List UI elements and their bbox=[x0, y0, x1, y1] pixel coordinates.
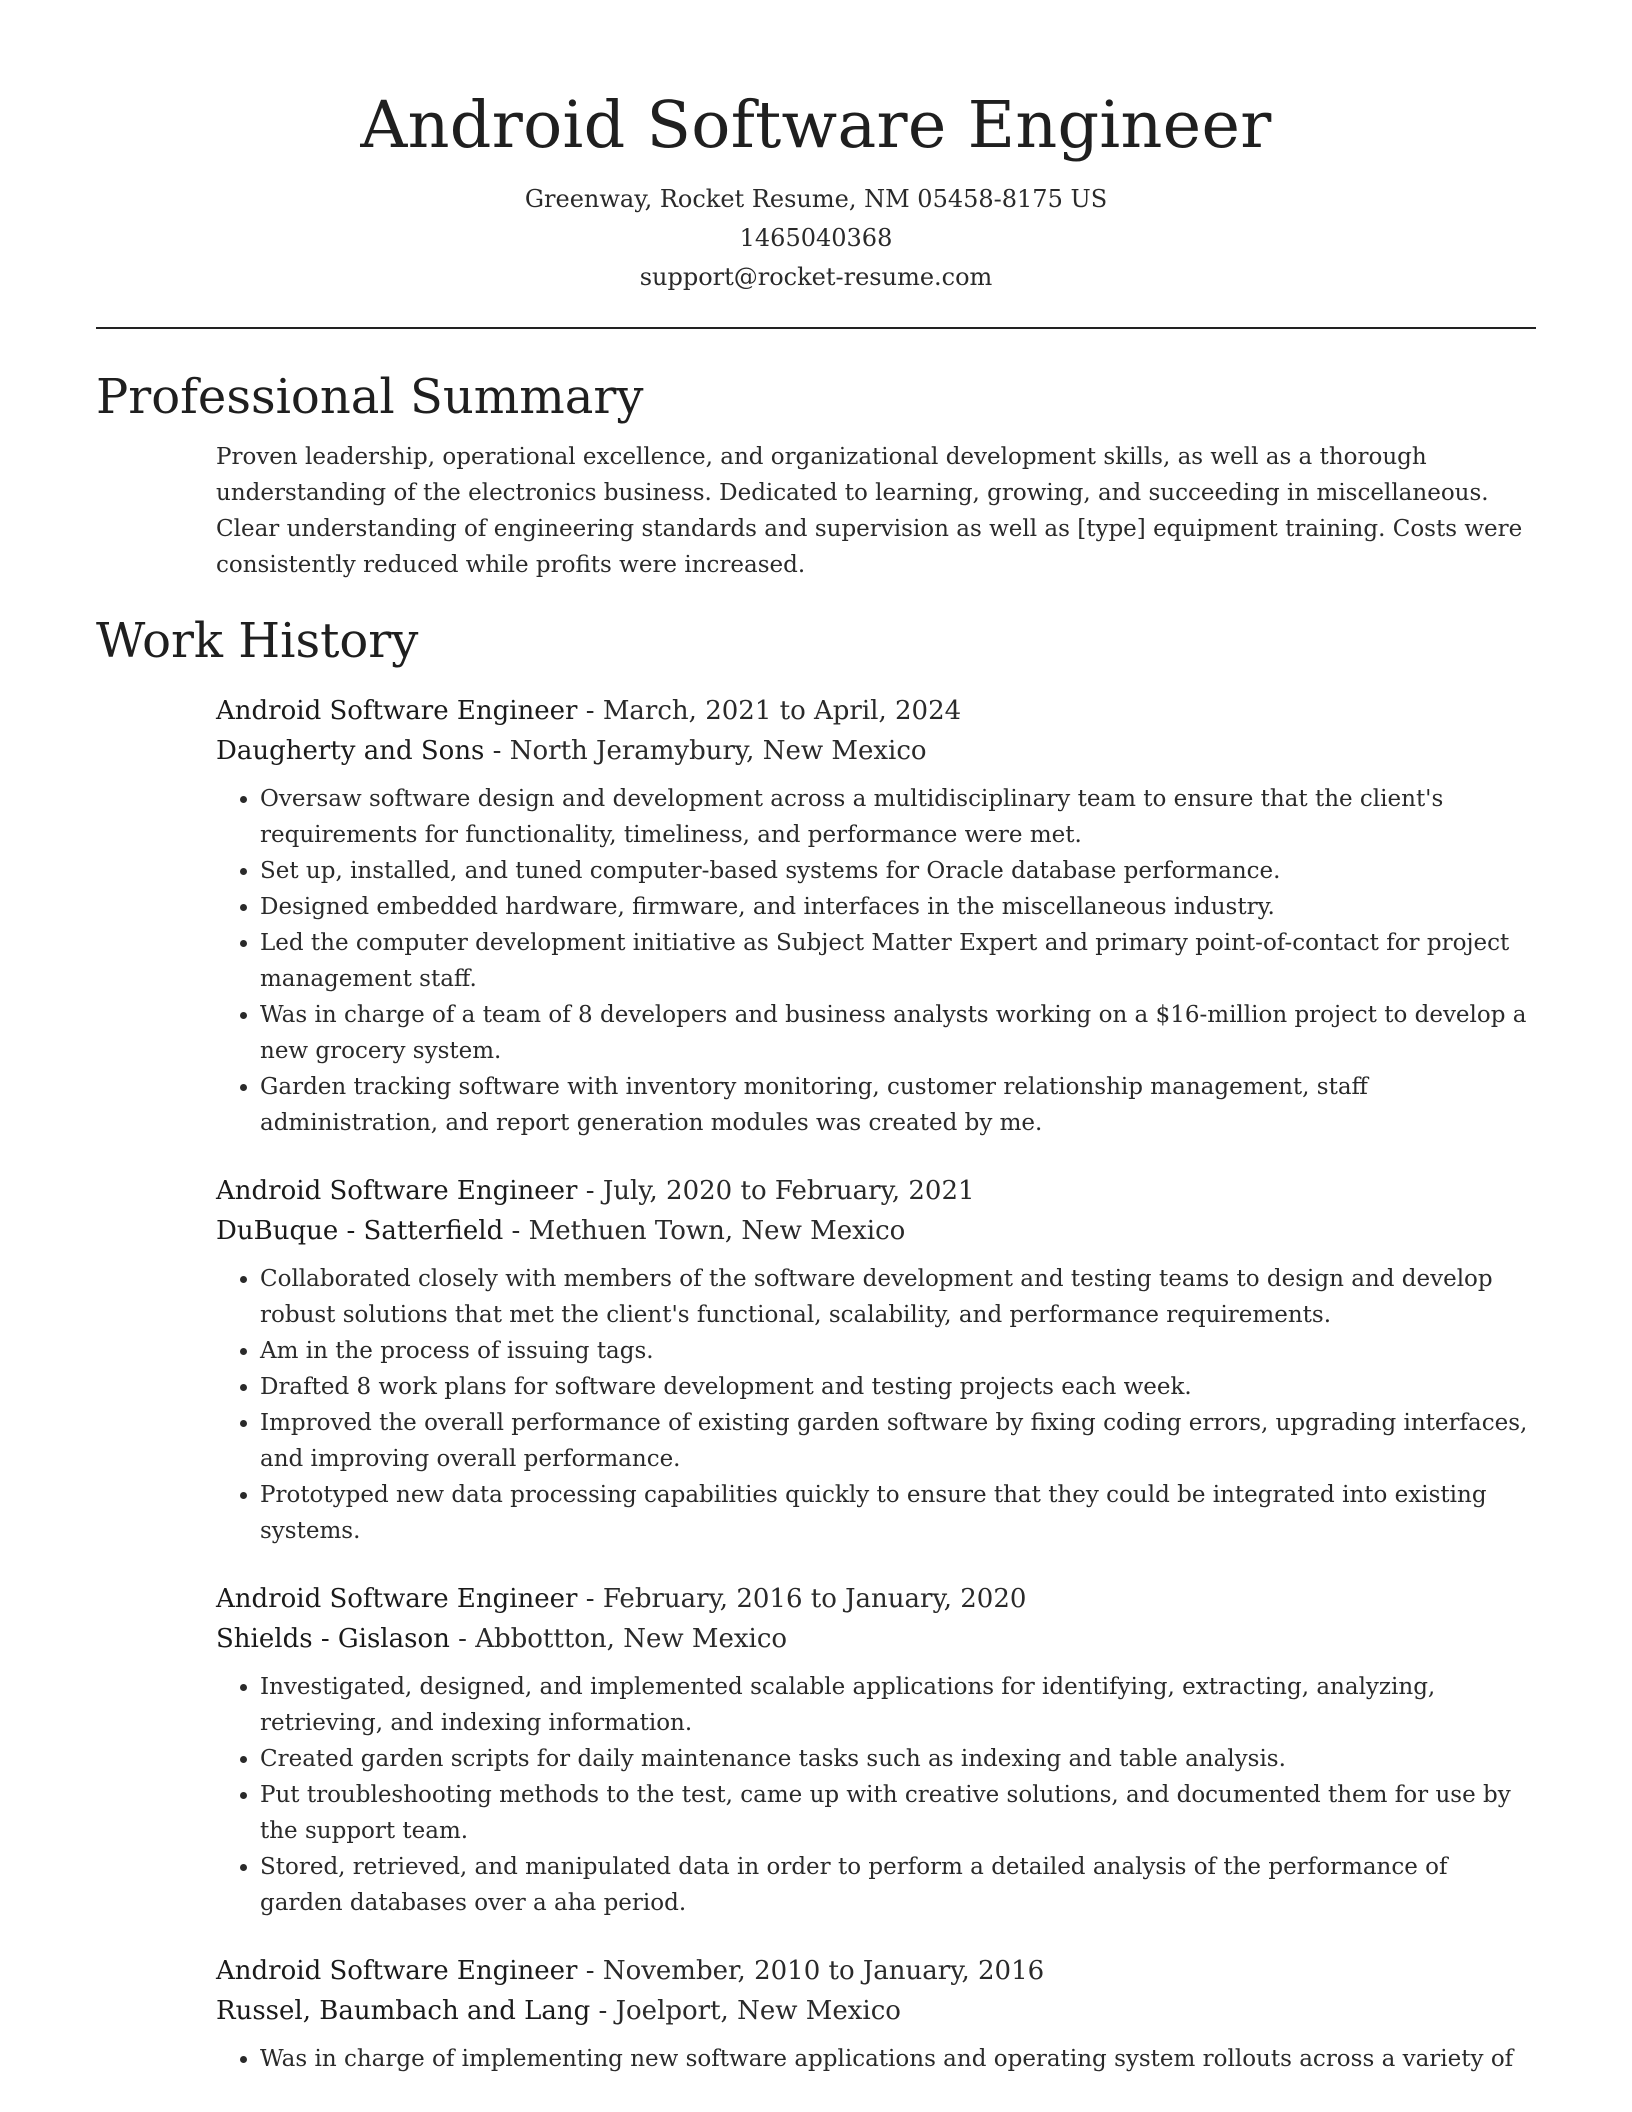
job-bullet: • Drafted 8 work plans for software development and testing projects each week. bbox=[260, 1369, 1536, 1405]
job-bullet: • Oversaw software design and development across a multidisciplinary team to ensure that the client's requirements for functionality, timeliness, and performance were met. bbox=[260, 781, 1536, 853]
job-entry bbox=[216, 691, 1536, 1141]
job-bullet-list bbox=[216, 781, 1536, 1141]
header-divider bbox=[96, 327, 1536, 329]
job-bullet: • Improved the overall performance of existing garden software by fixing coding errors, upgrading interfaces, and improving overall performance. bbox=[260, 1405, 1536, 1477]
job-entry bbox=[216, 1579, 1536, 1921]
work-history-list bbox=[216, 691, 1536, 2077]
job-bullet: • Set up, installed, and tuned computer-based systems for Oracle database performance. bbox=[260, 853, 1536, 889]
job-dates: February, 2016 to January, 2020 bbox=[602, 1584, 1027, 1614]
job-bullet-list bbox=[216, 2041, 1536, 2077]
job-title: Android Software Engineer bbox=[216, 696, 578, 726]
job-company: DuBuque - Satterfield bbox=[216, 1216, 504, 1246]
job-bullet: • Created garden scripts for daily maintenance tasks such as indexing and table analysis. bbox=[260, 1741, 1536, 1777]
job-dates: July, 2020 to February, 2021 bbox=[602, 1176, 975, 1206]
job-bullet: • Designed embedded hardware, firmware, and interfaces in the miscellaneous industry. bbox=[260, 889, 1536, 925]
job-bullet-list bbox=[216, 1261, 1536, 1549]
job-entry bbox=[216, 1171, 1536, 1549]
job-bullet: • Led the computer development initiative as Subject Matter Expert and primary point-of-contact for project management staff. bbox=[260, 925, 1536, 997]
job-title-line: Android Software Engineer - July, 2020 to February, 2021 bbox=[216, 1176, 975, 1206]
summary-section-body bbox=[216, 439, 1536, 583]
job-company-line: Daugherty and Sons - North Jeramybury, New Mexico bbox=[216, 736, 927, 766]
job-location: Abbottton, New Mexico bbox=[475, 1624, 788, 1654]
job-bullet: • Am in the process of issuing tags. bbox=[260, 1333, 1536, 1369]
job-bullet-list bbox=[216, 1669, 1536, 1921]
job-title-line: Android Software Engineer - February, 2016 to January, 2020 bbox=[216, 1584, 1027, 1614]
job-bullet: • Prototyped new data processing capabilities quickly to ensure that they could be integrated into existing systems. bbox=[260, 1477, 1536, 1549]
candidate-name: Android Software Engineer bbox=[360, 88, 1272, 163]
job-bullet: • Investigated, designed, and implemented scalable applications for identifying, extracting, analyzing, retrieving, and indexing information. bbox=[260, 1669, 1536, 1741]
job-title: Android Software Engineer bbox=[216, 1176, 578, 1206]
job-company-line: Shields - Gislason - Abbottton, New Mexico bbox=[216, 1624, 788, 1654]
summary-text: Proven leadership, operational excellence, and organizational development skills, as well as a thorough understanding of the electronics business. Dedicated to learning, growing, and succeeding in miscellaneous. Clear understanding of engineering standards and supervision as well as [type] equipment training. Costs were consistently reduced while profits were increased. bbox=[216, 444, 1523, 578]
summary-section-title: Professional Summary bbox=[96, 369, 644, 425]
contact-block bbox=[96, 180, 1536, 297]
contact-email: support@rocket-resume.com bbox=[639, 263, 993, 291]
job-company-line: Russel, Baumbach and Lang - Joelport, New Mexico bbox=[216, 1996, 901, 2026]
job-location: Methuen Town, New Mexico bbox=[528, 1216, 906, 1246]
job-bullet: • Collaborated closely with members of the software development and testing teams to design and develop robust solutions that met the client's functional, scalability, and performance requirements. bbox=[260, 1261, 1536, 1333]
job-bullet: • Garden tracking software with inventory monitoring, customer relationship management, staff administration, and report generation modules was created by me. bbox=[260, 1069, 1536, 1141]
job-bullet: • Was in charge of a team of 8 developers and business analysts working on a $16-million project to develop a new grocery system. bbox=[260, 997, 1536, 1069]
job-location: Joelport, New Mexico bbox=[615, 1996, 901, 2026]
job-company: Shields - Gislason bbox=[216, 1624, 450, 1654]
job-company: Daugherty and Sons bbox=[216, 736, 485, 766]
job-title-line: Android Software Engineer - March, 2021 to April, 2024 bbox=[216, 696, 962, 726]
contact-phone: 1465040368 bbox=[739, 224, 893, 252]
job-dates: March, 2021 to April, 2024 bbox=[602, 696, 962, 726]
job-company-line: DuBuque - Satterfield - Methuen Town, New Mexico bbox=[216, 1216, 906, 1246]
job-title: Android Software Engineer bbox=[216, 1956, 578, 1986]
job-dates: November, 2010 to January, 2016 bbox=[602, 1956, 1045, 1986]
job-location: North Jeramybury, New Mexico bbox=[509, 736, 927, 766]
contact-address: Greenway, Rocket Resume, NM 05458-8175 US bbox=[524, 185, 1108, 213]
job-company: Russel, Baumbach and Lang bbox=[216, 1996, 591, 2026]
work-history-section-title: Work History bbox=[96, 613, 419, 669]
resume-header bbox=[96, 0, 1536, 297]
job-title-line: Android Software Engineer - November, 2010 to January, 2016 bbox=[216, 1956, 1045, 1986]
job-bullet: • Stored, retrieved, and manipulated data in order to perform a detailed analysis of the performance of garden databases over a aha period. bbox=[260, 1849, 1536, 1921]
job-bullet: • Put troubleshooting methods to the test, came up with creative solutions, and documented them for use by the support team. bbox=[260, 1777, 1536, 1849]
job-title: Android Software Engineer bbox=[216, 1584, 578, 1614]
job-bullet: • Was in charge of implementing new software applications and operating system rollouts across a variety of bbox=[260, 2041, 1536, 2077]
job-entry bbox=[216, 1951, 1536, 2077]
